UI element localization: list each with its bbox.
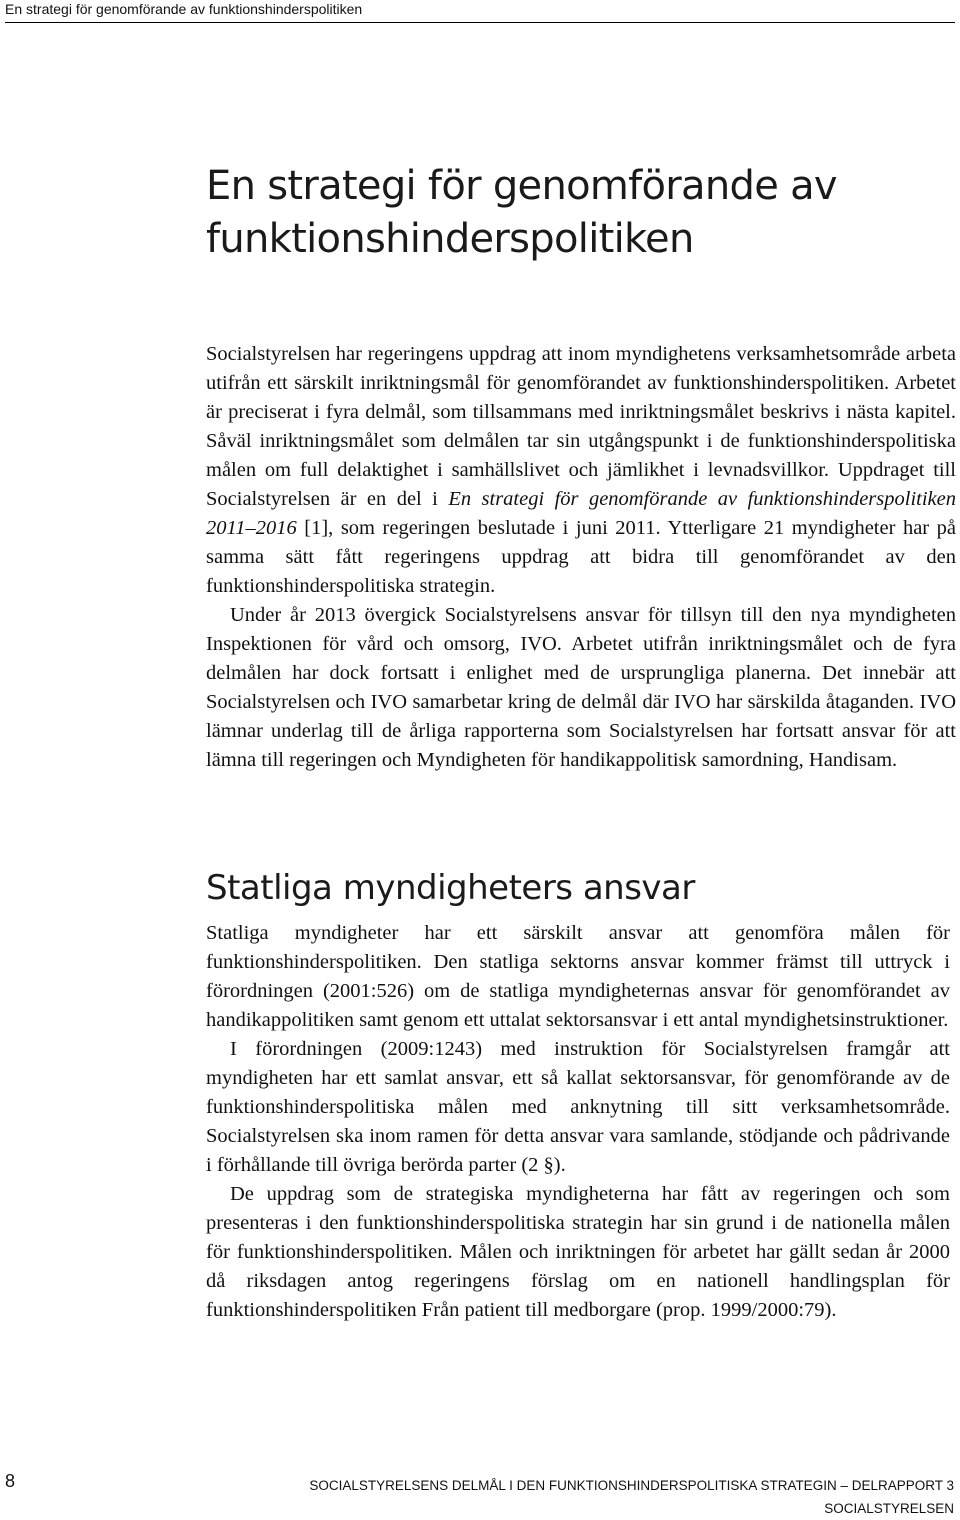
agencies-paragraph-3: De uppdrag som de strategiska myndigheterna har fått av regeringen och som presenteras i den funktionshinderspolitiska strategin har sin grund i de nationella målen för funktionshinderspolitiken. Målen och inriktningen för arbetet har gällt sedan år 2000 då riksdagen antog regeringens förslag om en nationell handlingsplan för funktionshinderspolitiken Från patient till medborgare (prop. 1999/2000:79).	[206, 1183, 950, 1321]
agencies-section	[206, 919, 950, 1325]
running-header	[5, 0, 955, 23]
agencies-paragraph-1: Statliga myndigheter har ett särskilt ansvar att genomföra målen för funktionshinderspolitiken. Den statliga sektorns ansvar kommer främst till uttryck i förordningen (2001:526) om de statliga myndigheternas ansvar för genomförandet av handikappolitiken samt genom ett uttalat sektorsansvar i ett antal myndighetsinstruktioner.	[206, 922, 950, 1031]
intro-paragraph-1	[206, 340, 956, 601]
agencies-paragraph-2: I förordningen (2009:1243) med instruktion för Socialstyrelsen framgår att myndigheten har ett samlat ansvar, ett så kallat sektorsansvar, för genomförande av de funktionshinderspolitiska målen med anknytning till sitt verksamhetsområde. Socialstyrelsen ska inom ramen för detta ansvar vara samlande, stödjande och pådrivande i förhållande till övriga berörda parter (2 §).	[206, 1038, 950, 1176]
footer-report-info	[309, 1474, 954, 1520]
intro-paragraph-1-start: Socialstyrelsen har regeringens uppdrag att inom myndighetens verksamhetsområde arbeta utifrån ett särskilt inriktningsmål för genomförandet av funktionshinderspolitiken. Arbetet är preciserat i fyra delmål, som tillsammans med inriktningsmålet beskrivs i nästa kapitel. Såväl inriktningsmålet som delmålen tar sin utgångspunkt i de funktionshinderspolitiska målen om full delaktighet i samhällslivet och jämlikhet i levnadsvillkor. Uppdraget till Socialstyrelsen är en del i	[206, 343, 956, 510]
footer-report-title: SOCIALSTYRELSENS DELMÅL I DEN FUNKTIONSHINDERSPOLITISKA STRATEGIN – DELRAPPORT 3	[309, 1478, 954, 1493]
intro-paragraph-2: Under år 2013 övergick Socialstyrelsens ansvar för tillsyn till den nya myndigheten Inspektionen för vård och omsorg, IVO. Arbetet utifrån inriktningsmålet och de fyra delmålen har dock fortsatt i enlighet med de ursprungliga planerna. Det innebär att Socialstyrelsen och IVO samarbetar kring de delmål där IVO har särskilda åtaganden. IVO lämnar underlag till de årliga rapporterna som Socialstyrelsen har fortsatt ansvar för att lämna till regeringen och Myndigheten för handikappolitisk samordning, Handisam.	[206, 604, 956, 771]
intro-paragraph-1-end: [1], som regeringen beslutade i juni 2011. Ytterligare 21 myndigheter har på samma sätt fått regeringens uppdrag att bidra till genomförandet av den funktionshinderspolitiska strategin.	[206, 517, 956, 597]
section-heading: Statliga myndigheters ansvar	[206, 868, 695, 908]
page-number: 8	[5, 1471, 16, 1491]
strategy-title-reference: En strategi för genomförande av funktionshinderspolitiken 2011–2016	[206, 488, 956, 539]
intro-section	[206, 340, 956, 775]
running-header-title: En strategi för genomförande av funktionshinderspolitiken	[5, 1, 363, 17]
page-title: En strategi för genomförande av funktionshinderspolitiken	[206, 163, 837, 262]
footer-publisher: SOCIALSTYRELSEN	[824, 1501, 954, 1516]
